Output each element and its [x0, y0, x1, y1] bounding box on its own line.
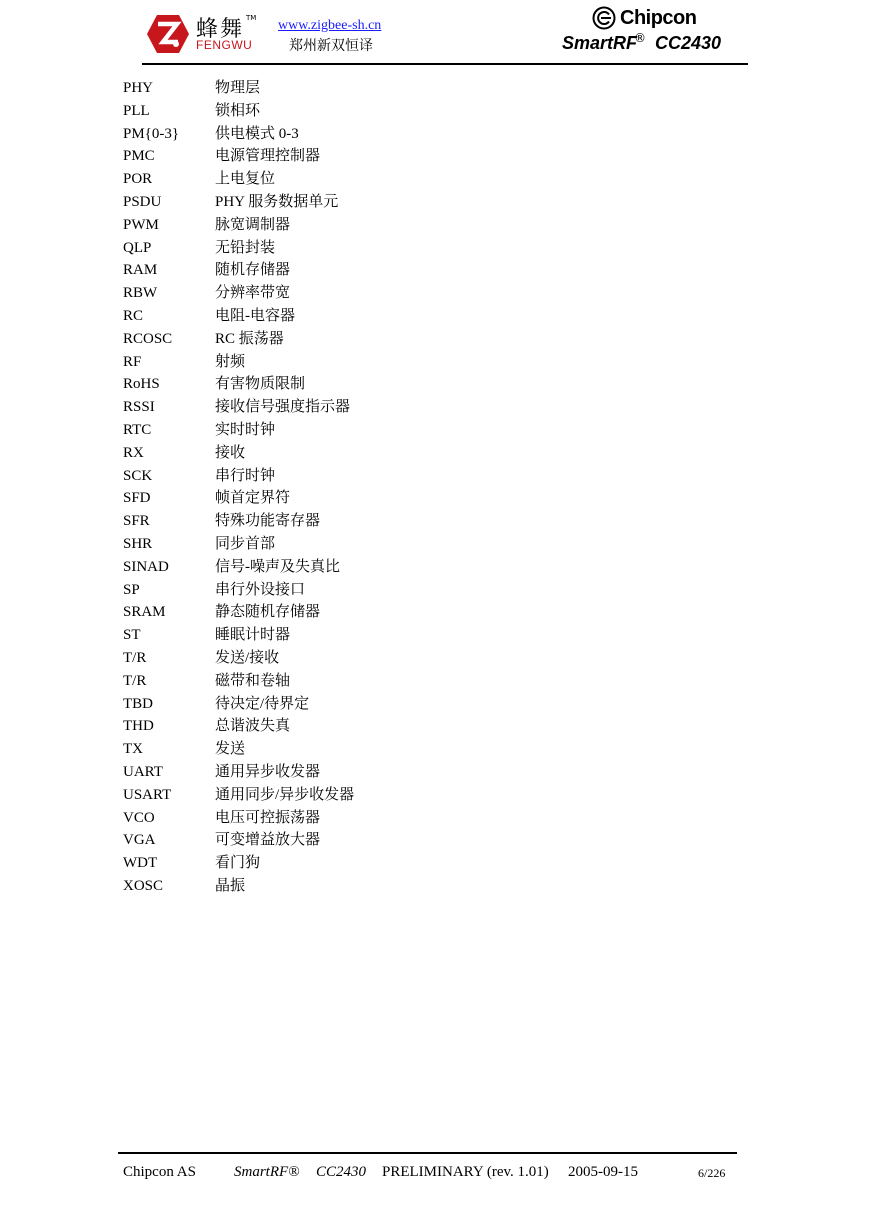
chipcon-logo-icon — [592, 6, 616, 30]
term-abbreviation: PM{0-3} — [123, 125, 180, 142]
header-divider — [142, 63, 748, 65]
term-description: PHY 服务数据单元 — [215, 193, 339, 210]
term-abbreviation: PHY — [123, 80, 154, 96]
list-item — [123, 145, 623, 168]
list-item — [123, 373, 623, 396]
term-description: 有害物质限制 — [215, 376, 306, 393]
term-description: 串行外设接口 — [215, 581, 306, 598]
list-item — [123, 624, 623, 647]
term-description: 晶振 — [215, 877, 246, 894]
term-abbreviation: PLL — [123, 102, 150, 119]
list-item — [123, 305, 623, 328]
term-description: 特殊功能寄存器 — [215, 513, 321, 530]
term-abbreviation: PSDU — [123, 193, 162, 210]
term-description: 通用同步/异步收发器 — [215, 786, 355, 803]
list-item — [123, 761, 623, 784]
term-description: 分辨率带宽 — [215, 285, 291, 302]
list-item — [123, 784, 623, 807]
term-description: 可变增益放大器 — [215, 832, 321, 849]
term-abbreviation: T/R — [123, 649, 147, 666]
term-abbreviation: XOSC — [123, 877, 164, 894]
term-abbreviation: SRAM — [123, 604, 166, 621]
list-item — [123, 77, 623, 100]
term-abbreviation: VCO — [123, 809, 155, 826]
registered-mark: ® — [634, 31, 646, 45]
term-abbreviation: USART — [123, 786, 172, 803]
list-item — [123, 829, 623, 852]
term-abbreviation: ST — [123, 627, 141, 644]
term-description: 静态随机存储器 — [215, 604, 321, 621]
term-description: 发送/接收 — [215, 649, 280, 666]
list-item — [123, 852, 623, 875]
term-description: 电阻-电容器 — [215, 307, 295, 324]
term-abbreviation: RoHS — [123, 376, 160, 393]
term-abbreviation: POR — [123, 171, 153, 188]
term-abbreviation: T/R — [123, 672, 147, 689]
list-item — [123, 647, 623, 670]
term-description: 待决定/待界定 — [215, 695, 310, 712]
list-item — [123, 191, 623, 214]
list-item — [123, 738, 623, 761]
term-description: RC 振荡器 — [215, 330, 284, 347]
term-description: 电源管理控制器 — [215, 148, 321, 165]
footer-product: SmartRF® — [234, 1164, 300, 1180]
term-description: 信号-噪声及失真比 — [215, 558, 340, 575]
footer-status: PRELIMINARY (rev. 1.01) — [382, 1164, 549, 1180]
list-item — [123, 237, 623, 260]
term-abbreviation: RAM — [123, 262, 158, 279]
term-abbreviation: TX — [123, 741, 143, 758]
term-description: 上电复位 — [215, 171, 276, 188]
chipcon-brand: Chipcon — [620, 7, 697, 29]
term-abbreviation: PMC — [123, 148, 155, 165]
term-abbreviation: WDT — [123, 855, 158, 872]
list-item — [123, 259, 623, 282]
term-description: 接收 — [215, 444, 246, 461]
term-description: 总谐波失真 — [215, 718, 291, 735]
term-abbreviation: SHR — [123, 535, 153, 552]
term-description: 通用异步收发器 — [215, 763, 321, 780]
list-item — [123, 123, 623, 146]
term-abbreviation: UART — [123, 763, 163, 780]
list-item — [123, 282, 623, 305]
term-description: 帧首定界符 — [215, 490, 291, 507]
list-item — [123, 168, 623, 191]
term-abbreviation: PWM — [123, 216, 159, 233]
list-item — [123, 351, 623, 374]
term-description: 串行时钟 — [215, 467, 276, 484]
list-item — [123, 328, 623, 351]
term-abbreviation: VGA — [123, 832, 156, 849]
term-description: 供电模式 0-3 — [215, 125, 299, 142]
fengwu-logo-icon — [146, 14, 190, 54]
term-description: 电压可控振荡器 — [215, 809, 321, 826]
logo-trademark: TM — [246, 14, 257, 22]
logo-english-name: FENGWU — [196, 38, 253, 52]
term-description: 发送 — [215, 741, 246, 758]
footer-chip: CC2430 — [316, 1164, 367, 1180]
list-item — [123, 442, 623, 465]
term-abbreviation: SFD — [123, 490, 151, 507]
abbreviation-list — [123, 77, 623, 898]
list-item — [123, 601, 623, 624]
list-item — [123, 100, 623, 123]
list-item — [123, 533, 623, 556]
term-description: 睡眠计时器 — [215, 627, 291, 644]
term-abbreviation: RTC — [123, 421, 152, 438]
term-description: 物理层 — [215, 80, 261, 96]
list-item — [123, 214, 623, 237]
term-description: 射频 — [215, 353, 246, 370]
term-abbreviation: SP — [123, 581, 140, 598]
chip-model: CC2430 — [655, 33, 722, 53]
list-item — [123, 670, 623, 693]
term-description: 接收信号强度指示器 — [215, 399, 351, 416]
term-description: 看门狗 — [215, 855, 261, 872]
term-abbreviation: RCOSC — [123, 330, 173, 347]
list-item — [123, 715, 623, 738]
translator-name: 郑州新双恒译 — [289, 39, 373, 54]
term-abbreviation: RX — [123, 444, 144, 461]
term-abbreviation: THD — [123, 718, 154, 735]
term-description: 随机存储器 — [215, 262, 291, 279]
term-description: 无铅封装 — [215, 239, 276, 256]
footer-divider — [118, 1152, 737, 1154]
term-abbreviation: TBD — [123, 695, 153, 712]
list-item — [123, 579, 623, 602]
term-description: 磁带和卷轴 — [215, 672, 291, 689]
smartrf-product-line: SmartRF — [562, 33, 638, 53]
list-item — [123, 487, 623, 510]
page-header — [0, 0, 869, 70]
footer-company: Chipcon AS — [123, 1164, 196, 1180]
term-description: 脉宽调制器 — [215, 216, 291, 233]
list-item — [123, 465, 623, 488]
page-number: 6/226 — [698, 1166, 726, 1180]
list-item — [123, 875, 623, 898]
term-description: 实时时钟 — [215, 421, 276, 438]
term-abbreviation: SFR — [123, 513, 150, 530]
term-abbreviation: RC — [123, 307, 144, 324]
list-item — [123, 807, 623, 830]
list-item — [123, 693, 623, 716]
term-abbreviation: SINAD — [123, 558, 169, 575]
website-link[interactable]: www.zigbee-sh.cn — [278, 18, 382, 33]
term-abbreviation: RSSI — [123, 399, 155, 416]
term-description: 锁相环 — [215, 102, 261, 119]
footer-date: 2005-09-15 — [568, 1164, 638, 1180]
term-abbreviation: SCK — [123, 467, 153, 484]
list-item — [123, 556, 623, 579]
term-abbreviation: QLP — [123, 239, 152, 256]
list-item — [123, 419, 623, 442]
term-abbreviation: RF — [123, 353, 142, 370]
term-description: 同步首部 — [215, 535, 276, 552]
logo-chinese-name: 蜂舞 — [196, 17, 245, 42]
list-item — [123, 396, 623, 419]
term-abbreviation: RBW — [123, 285, 158, 302]
list-item — [123, 510, 623, 533]
